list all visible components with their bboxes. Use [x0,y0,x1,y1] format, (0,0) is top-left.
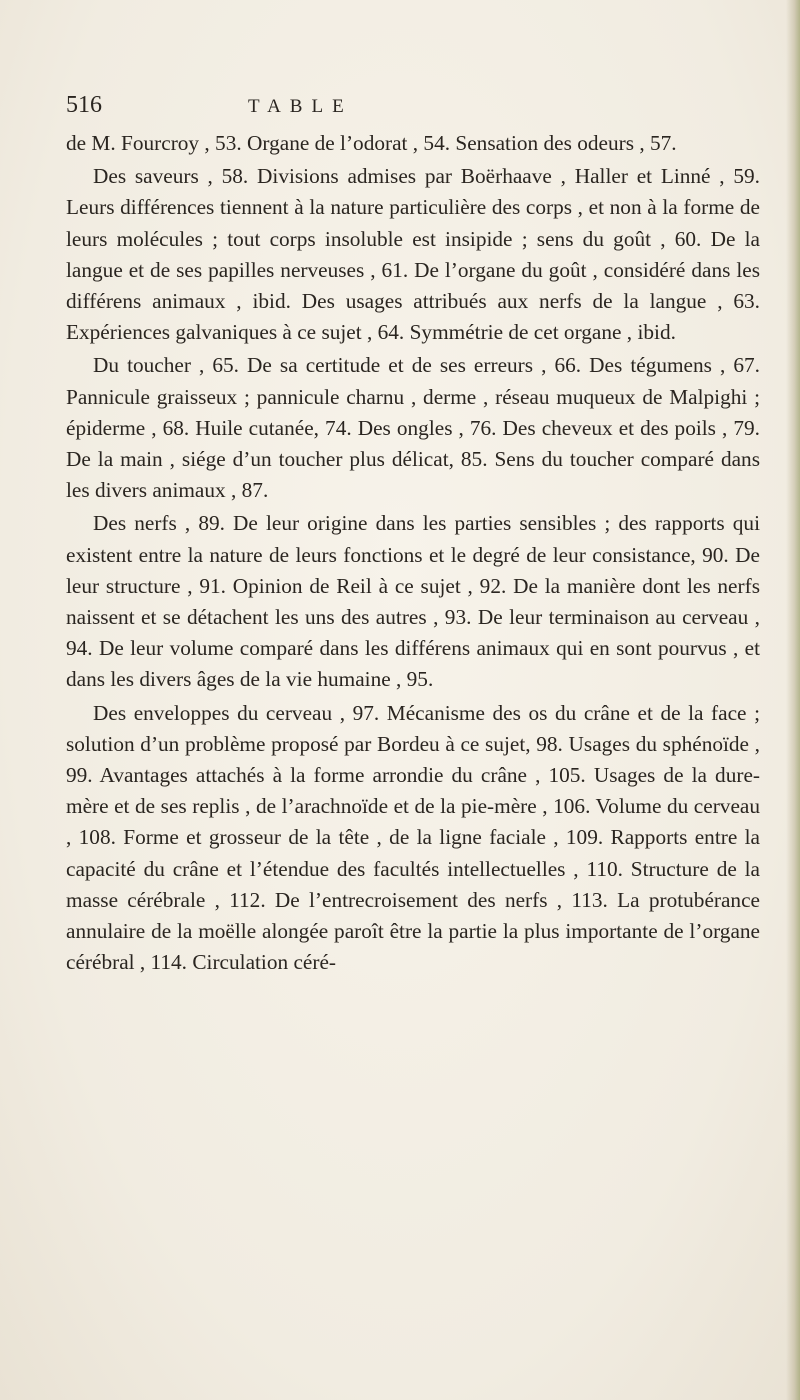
table-of-contents-text [66,128,760,978]
toc-paragraph-nerfs: Des nerfs , 89. De leur origine dans les parties sensibles ; des rapports qui existent entre la nature de leurs fonctions et le degré de leur consistance, 90. De leur structure , 91. Opinion de Reil à ce sujet , 92. De la manière dont les nerfs naissent et se détachent les uns des autres , 93. De leur terminaison au cerveau , 94. De leur volume comparé dans les différens animaux qui en sont pourvus , et dans les divers âges de la vie humaine , 95. [66,511,760,692]
page-number: 516 [66,92,102,118]
toc-paragraph-cerveau: Des enveloppes du cerveau , 97. Mécanisme des os du crâne et de la face ; solution d’un problème proposé par Bordeu à ce sujet, 98. Usages du sphénoïde , 99. Avantages attachés à la forme arrondie du crâne , 105. Usages de la dure-mère et de ses replis , de l’arachnoïde et de la pie-mère , 106. Volume du cerveau , 108. Forme et grosseur de la tête , de la ligne faciale , 109. Rapports entre la capacité du crâne et l’étendue des facultés intellectuelles , 110. Structure de la masse cérébrale , 112. De l’entrecroisement des nerfs , 113. La protubérance annulaire de la moëlle alongée paroît être la partie la plus importante de l’organe cérébral , 114. Circulation céré- [66,700,760,975]
toc-paragraph-saveurs: Des saveurs , 58. Divisions admises par Boërhaave , Haller et Linné , 59. Leurs différences tiennent à la nature particulière des corps , et non à la forme de leurs molécules ; tout corps insoluble est insipide ; sens du goût , 60. De la langue et de ses papilles nerveuses , 61. De l’organe du goût , considéré dans les différens animaux , ibid. Des usages attribués aux nerfs de la langue , 63. Expériences galvaniques à ce sujet , 64. Symmétrie de cet organe , ibid. [66,164,760,345]
page-header [66,92,766,132]
running-head: TABLE [248,96,353,117]
page-edge-shadow [786,0,800,1400]
toc-paragraph-toucher: Du toucher , 65. De sa certitude et de ses erreurs , 66. Des tégumens , 67. Pannicule graisseux ; pannicule charnu , derme , réseau muqueux de Malpighi ; épiderme , 68. Huile cutanée, 74. Des ongles , 76. Des cheveux et des poils , 79. De la main , siége d’un toucher plus délicat, 85. Sens du toucher comparé dans les divers animaux , 87. [66,353,760,503]
toc-paragraph-continued: de M. Fourcroy , 53. Organe de l’odorat , 54. Sensation des odeurs , 57. [66,131,677,155]
